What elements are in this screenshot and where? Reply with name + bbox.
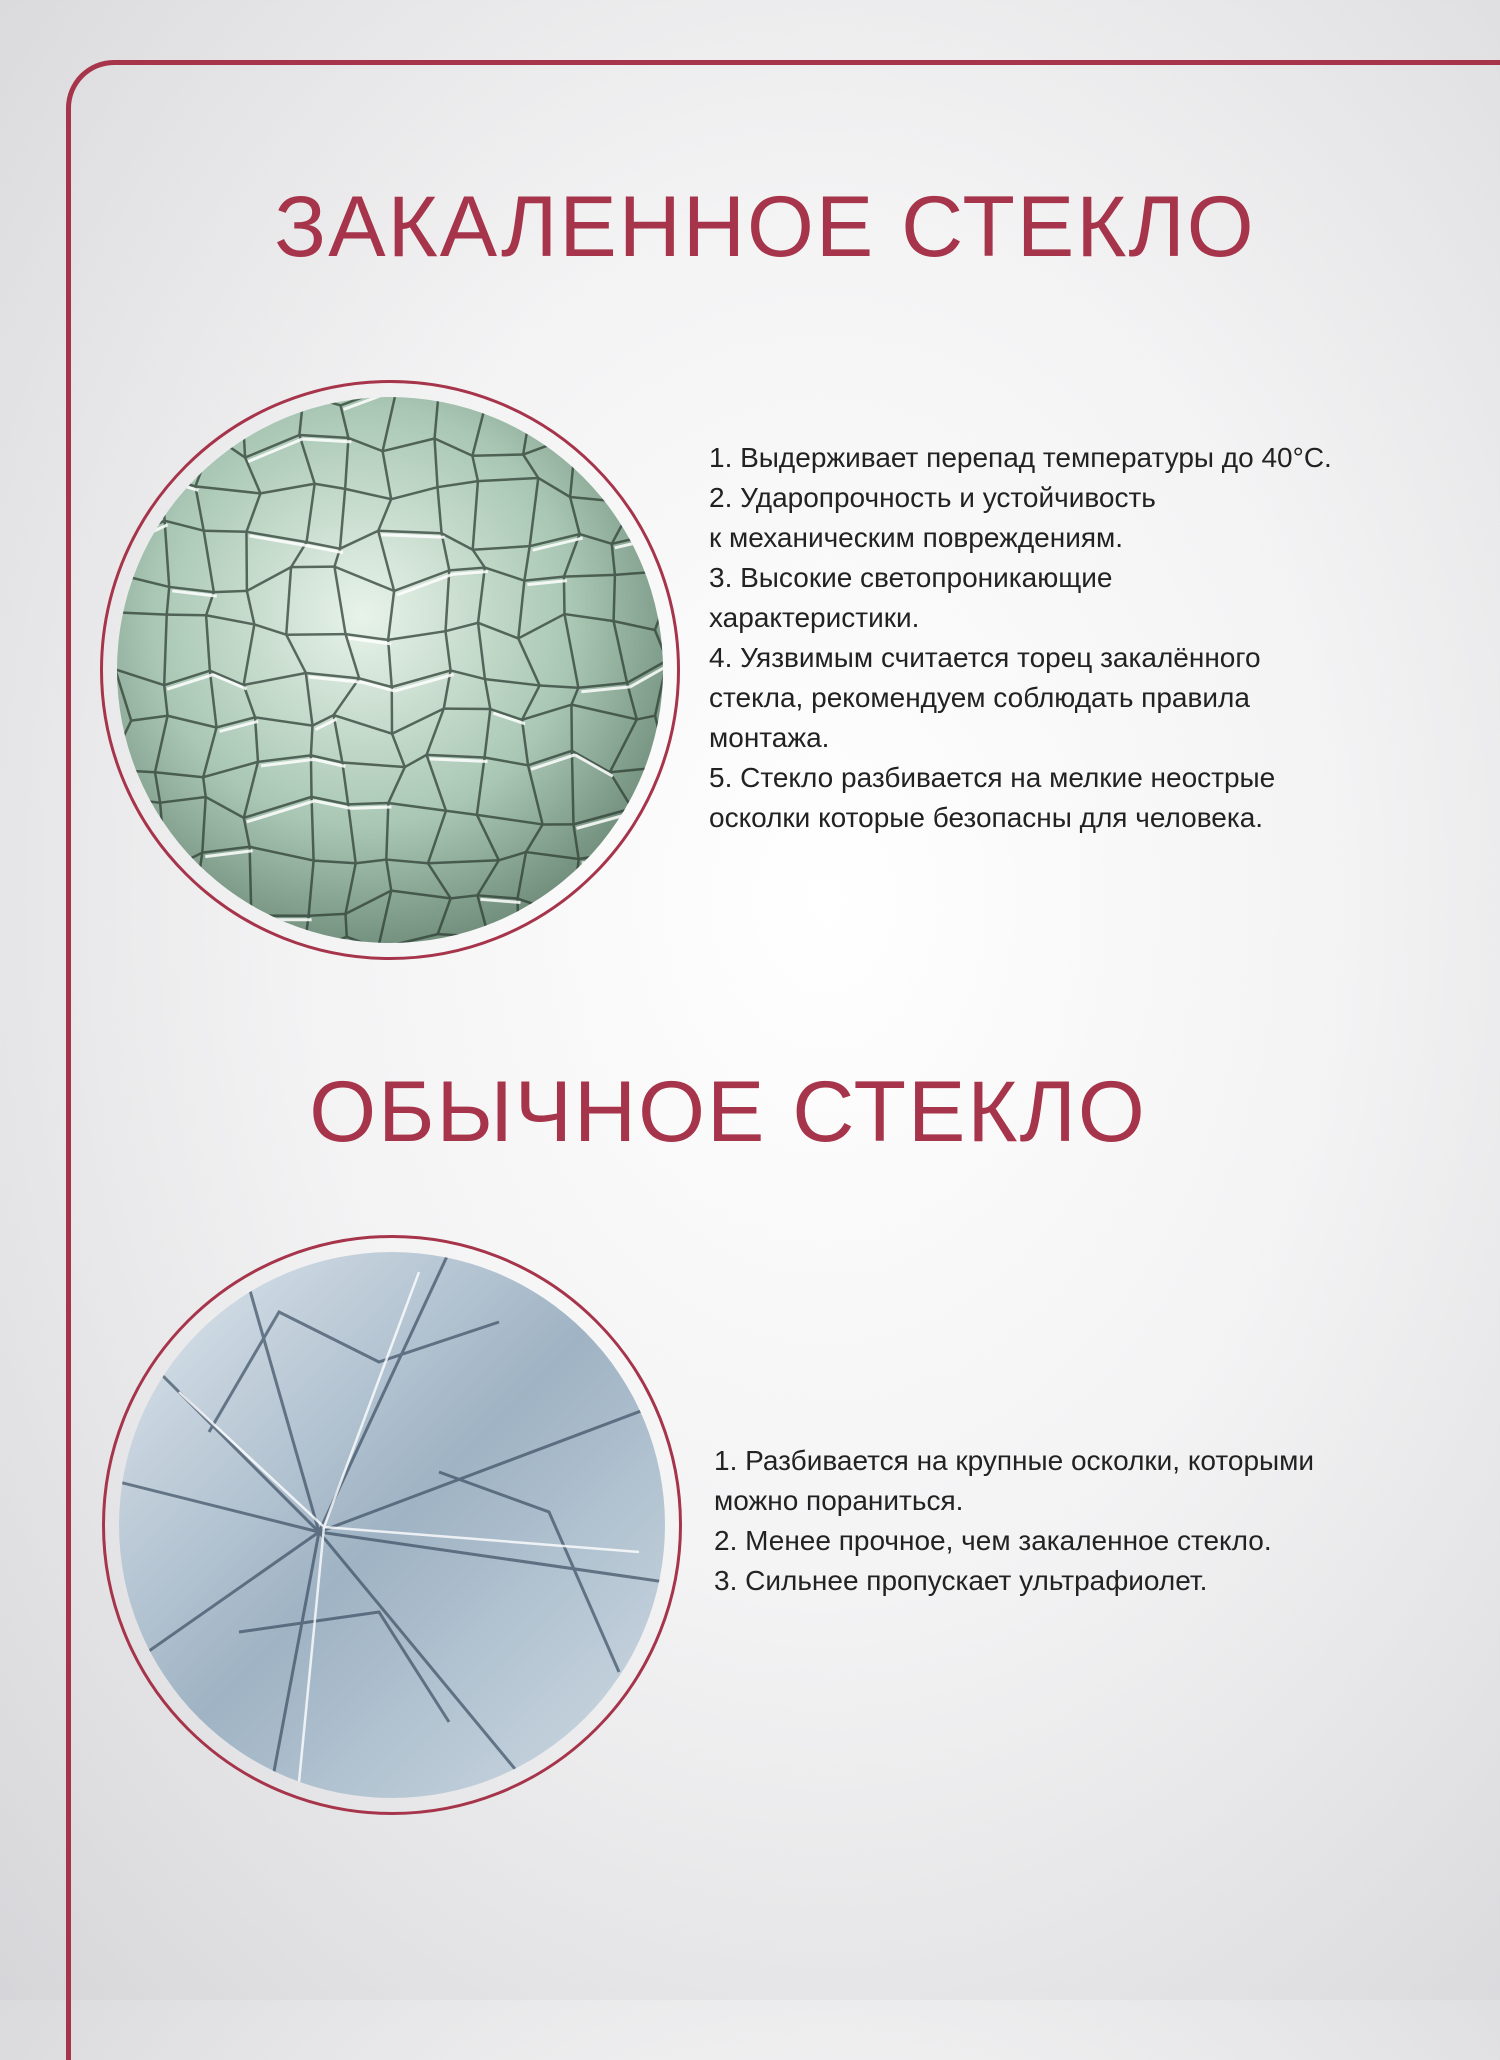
feature-line: осколки которые безопасны для человека. (709, 798, 1500, 838)
feature-line: 3. Сильнее пропускает ультрафиолет. (714, 1561, 1484, 1601)
crack-line (311, 726, 313, 756)
crack-line (304, 397, 341, 405)
crack-line (572, 751, 574, 825)
shattered-tempered-glass-photo (117, 397, 663, 943)
feature-line: стекла, рекомендуем соблюдать правила (709, 678, 1500, 718)
feature-line: 4. Уязвимым считается торец закалённого (709, 638, 1500, 678)
feature-line: 3. Высокие светопроникающие (709, 558, 1500, 598)
tempered-glass-photo-ring (100, 380, 680, 960)
feature-line: 5. Стекло разбивается на мелкие неострые (709, 758, 1500, 798)
crack-line (348, 803, 388, 804)
crack-line (311, 755, 312, 797)
regular-glass-photo-ring (102, 1235, 682, 1815)
feature-line: монтажа. (709, 718, 1500, 758)
feature-line: 1. Выдерживает перепад температуры до 40°С. (709, 438, 1500, 478)
tempered-glass-title: ЗАКАЛЕННОЕ СТЕКЛО (15, 178, 1500, 277)
regular-glass-features (714, 1441, 1484, 1601)
crack-line (286, 634, 345, 635)
regular-glass-title: ОБЫЧНОЕ СТЕКЛО (0, 1063, 1478, 1162)
crack-line (345, 914, 346, 937)
tempered-glass-features (709, 438, 1500, 838)
crack-line (214, 591, 247, 592)
crack-line (351, 807, 391, 808)
feature-line: 2. Менее прочное, чем закаленное стекло. (714, 1521, 1484, 1561)
crack-line (307, 941, 350, 943)
feature-line: можно пораниться. (714, 1481, 1484, 1521)
feature-line: к механическим повреждениям. (709, 518, 1500, 558)
crack-line (614, 575, 615, 621)
crack-line (655, 716, 663, 767)
feature-line: 1. Разбивается на крупные осколки, которыми (714, 1441, 1484, 1481)
feature-line: 2. Ударопрочность и устойчивость (709, 478, 1500, 518)
crack-line (250, 847, 252, 916)
crack-line (167, 615, 206, 616)
crack-line (204, 531, 247, 532)
feature-line: характеристики. (709, 598, 1500, 638)
broken-regular-glass-photo (119, 1252, 665, 1798)
crack-line (472, 455, 523, 456)
